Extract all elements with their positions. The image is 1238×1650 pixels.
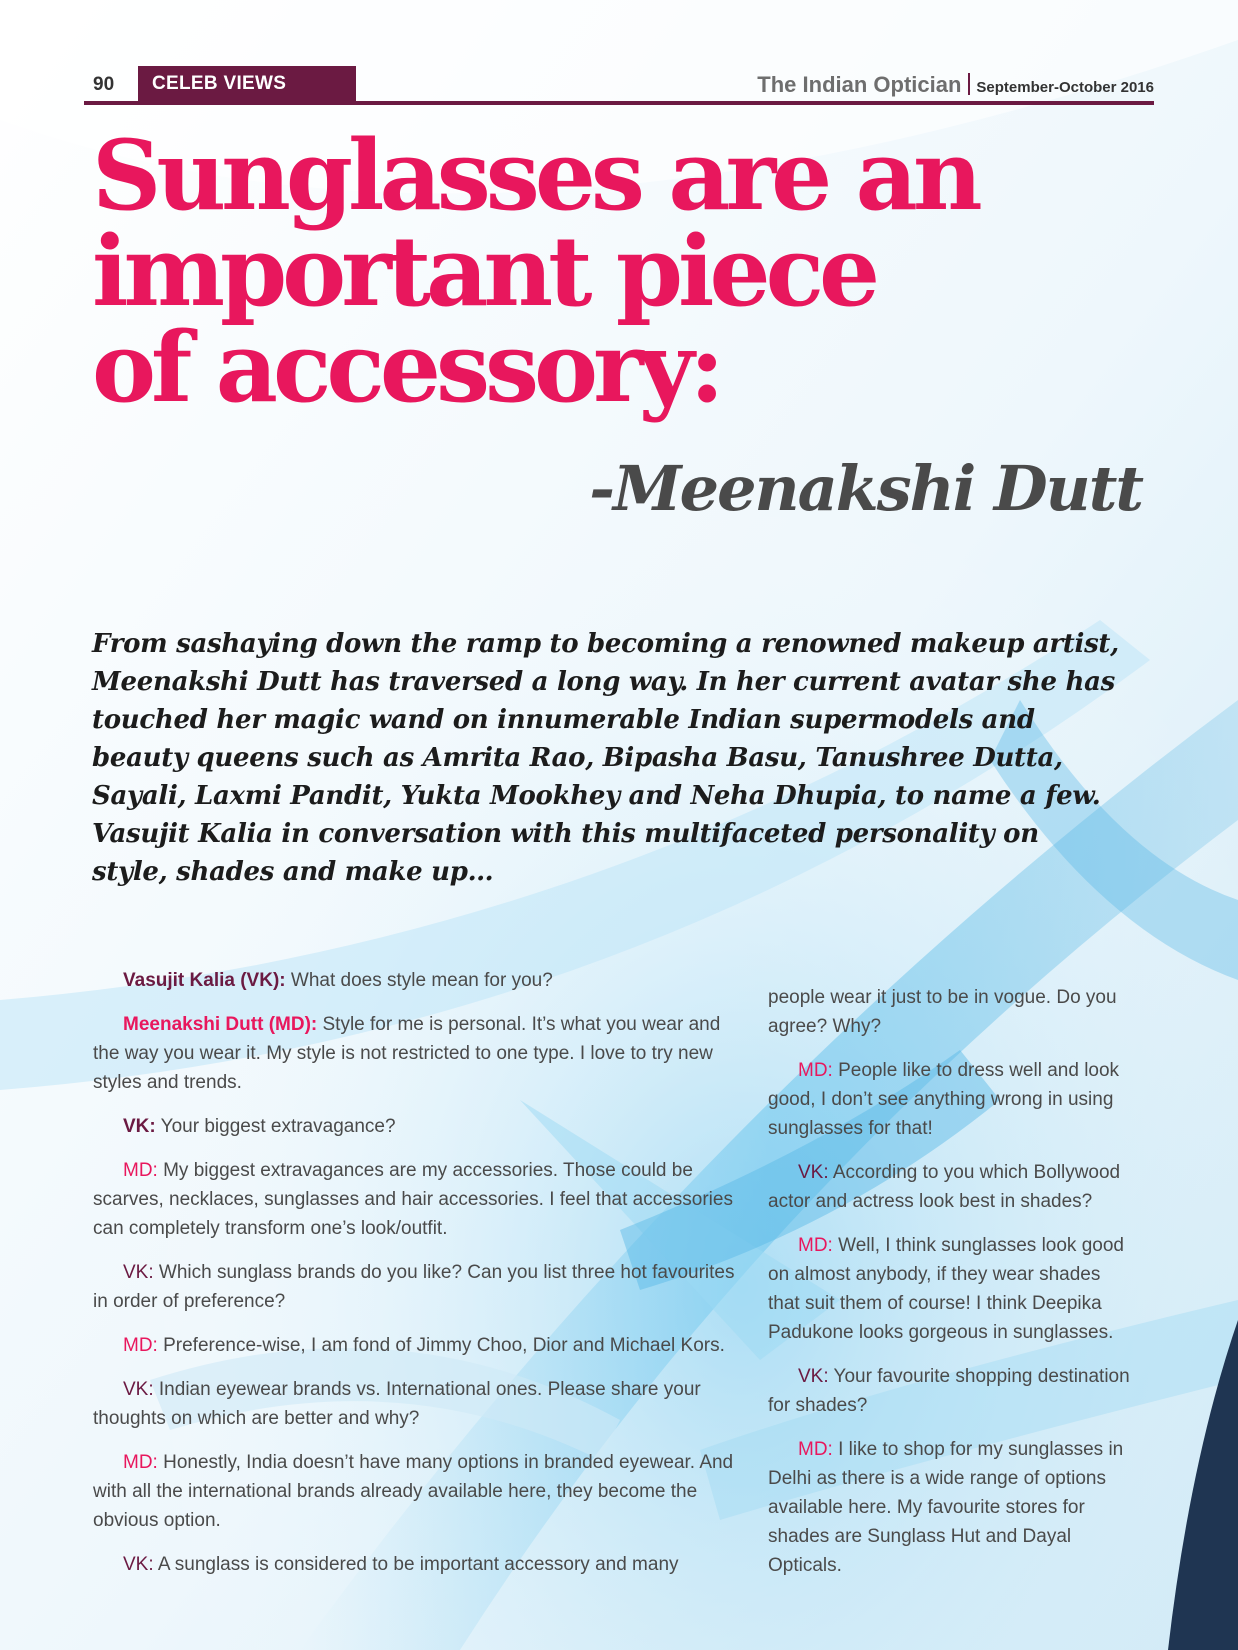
interview-column-left: [93, 966, 741, 1594]
answer-text: A sunglass is considered to be important accessory and many: [153, 1554, 679, 1575]
speaker-label: Vasujit Kalia (VK):: [123, 970, 286, 991]
speaker-label: MD:: [123, 1335, 158, 1356]
answer-text: Indian eyewear brands vs. International ones. Please share your thoughts on which are better and why?: [93, 1379, 701, 1429]
headline: [92, 119, 1172, 424]
speaker-label: VK:: [798, 1366, 829, 1387]
answer-text: Preference-wise, I am fond of Jimmy Choo, Dior and Michael Kors.: [157, 1335, 725, 1356]
header-separator: [968, 73, 970, 95]
speaker-label: VK:: [123, 1262, 154, 1283]
intro-paragraph: From sashaying down the ramp to becoming a renowned makeup artist, Meenakshi Dutt has traversed a long way. In her current avatar she has touched her magic wand on innumerable Indian supermodels and beauty queens such as Amrita Rao, Bipasha Basu, Tanushree Dutta, Sayali, Laxmi Pandit, Yukta Mookhey and Neha Dhupia, to name a few. Vasujit Kalia in conversation with this multifaceted personality on style, shades and make up…: [92, 629, 1119, 887]
answer-text: Honestly, India doesn’t have many options in branded eyewear. And with all the international brands already available here, they become the obvious option.: [93, 1452, 734, 1531]
page-number: 90: [93, 74, 115, 95]
headline-line: important piece: [92, 215, 876, 328]
interview-paragraph: [93, 1331, 741, 1360]
answer-text: What does style mean for you?: [285, 970, 553, 991]
speaker-label: Meenakshi Dutt (MD):: [123, 1014, 318, 1035]
interview-paragraph: [768, 1231, 1136, 1347]
interview-paragraph: [93, 1550, 741, 1579]
interview-paragraph: [768, 1158, 1136, 1216]
speaker-label: VK:: [798, 1162, 829, 1183]
answer-text: Style for me is personal. It’s what you wear and the way you wear it. My style is not restricted to one type. I love to try new styles and trends.: [93, 1014, 721, 1093]
speaker-label: VK:: [123, 1379, 154, 1400]
headline-line: of accessory:: [92, 311, 720, 424]
answer-text: According to you which Bollywood actor and actress look best in shades?: [768, 1162, 1121, 1212]
interview-paragraph: [768, 1056, 1136, 1143]
answer-text: My biggest extravagances are my accessories. Those could be scarves, necklaces, sunglasses and hair accessories. I feel that accessories can completely transform one’s look/outfit.: [93, 1160, 733, 1239]
headline-line: Sunglasses are an: [92, 119, 978, 232]
speaker-label: VK:: [123, 1116, 156, 1137]
answer-text: People like to dress well and look good, I don’t see anything wrong in using sunglasses for that!: [768, 1060, 1120, 1139]
interview-column-right: [768, 983, 1136, 1595]
interview-paragraph: [93, 1258, 741, 1316]
interview-paragraph: [93, 1448, 741, 1535]
header-rule: [84, 101, 1154, 105]
answer-text: Which sunglass brands do you like? Can you list three hot favourites in order of preference?: [93, 1262, 735, 1312]
interview-paragraph-continued: people wear it just to be in vogue. Do you agree? Why?: [768, 987, 1117, 1037]
byline: -Meenakshi Dutt: [589, 452, 1142, 525]
issue-date: September-October 2016: [976, 79, 1154, 96]
section-label: CELEB VIEWS: [138, 66, 356, 102]
speaker-label: VK:: [123, 1554, 154, 1575]
answer-text: Your biggest extravagance?: [155, 1116, 396, 1137]
speaker-label: MD:: [798, 1235, 833, 1256]
answer-text: Your favourite shopping destination for shades?: [768, 1366, 1130, 1416]
speaker-label: MD:: [798, 1060, 833, 1081]
interview-paragraph: [93, 1010, 741, 1097]
speaker-label: MD:: [123, 1452, 158, 1473]
speaker-label: MD:: [123, 1160, 158, 1181]
speaker-label: MD:: [798, 1439, 833, 1460]
interview-paragraph: [93, 1112, 741, 1141]
answer-text: I like to shop for my sunglasses in Delhi as there is a wide range of options available here. My favourite stores for shades are Sunglass Hut and Dayal Opticals.: [768, 1439, 1124, 1576]
interview-paragraph: [93, 966, 741, 995]
interview-paragraph: [768, 1435, 1136, 1580]
interview-paragraph: [768, 1362, 1136, 1420]
interview-paragraph: [93, 1375, 741, 1433]
running-header: [757, 72, 1154, 98]
interview-paragraph: [93, 1156, 741, 1243]
answer-text: Well, I think sunglasses look good on almost anybody, if they wear shades that suit them of course! I think Deepika Padukone looks gorgeous in sunglasses.: [768, 1235, 1124, 1343]
magazine-title: The Indian Optician: [757, 72, 962, 97]
